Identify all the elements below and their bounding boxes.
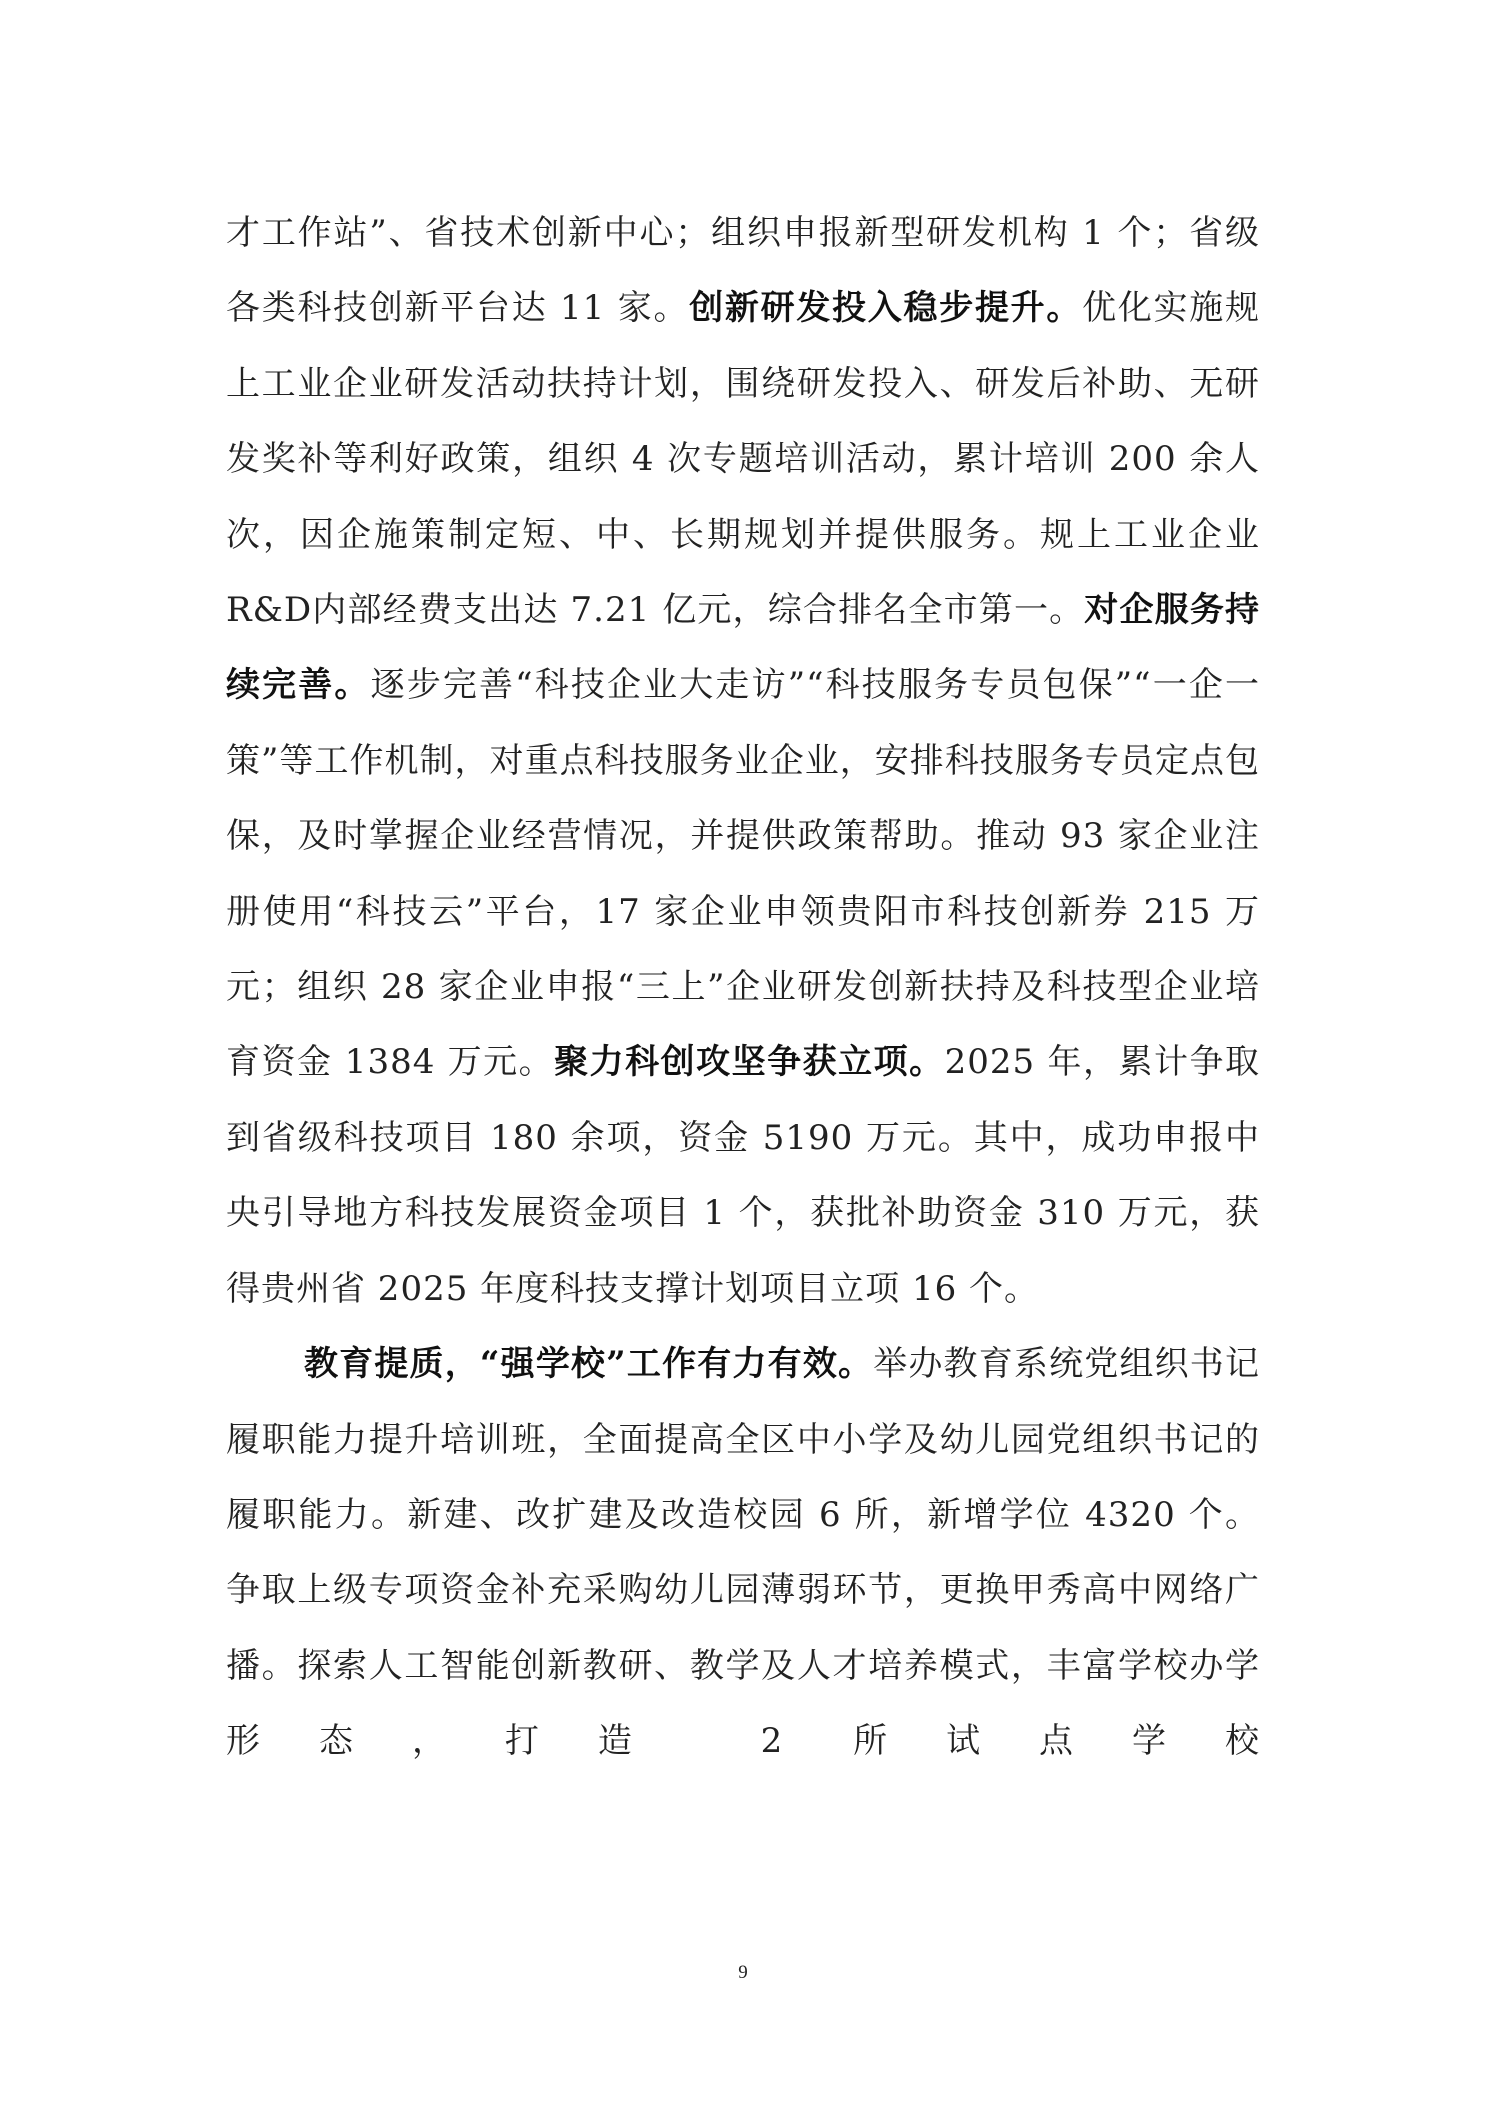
page-number: 9	[738, 1962, 748, 1983]
paragraph-education	[226, 1327, 1260, 1779]
bold-heading: 创新研发投入稳步提升。	[689, 288, 1083, 329]
text-run: 举办教育系统党组织书记履职能力提升培训班，全面提高全区中小学及幼儿园党组织书记的履职能力。新建、改扩建及改造校园 6 所，新增学位 4320 个。争取上级专项资金补充采购幼儿园薄弱环节，更换甲秀高中网络广播。探索人工智能创新教研、教学及人才培养模式，丰富学校办学形态，打造 2 所试点学校	[226, 1344, 1260, 1762]
text-run: 逐步完善“科技企业大走访”“科技服务专员包保”“一企一策”等工作机制，对重点科技服务业企业，安排科技服务专员定点包保，及时掌握企业经营情况，并提供政策帮助。推动 93 家企业注册使用“科技云”平台，17 家企业申领贵阳市科技创新券 215 万元；组织 28 家企业申报“三上”企业研发创新扶持及科技型企业培育资金 1384 万元。	[226, 665, 1260, 1083]
bold-heading: 对企服务持续完善。	[226, 590, 1260, 706]
paragraph-tech-innovation	[226, 196, 1260, 1327]
text-run: 2025 年，累计争取到省级科技项目 180 余项，资金 5190 万元。其中，成功申报中央引导地方科技发展资金项目 1 个，获批补助资金 310 万元，获得贵州省 2025 年度科技支撑计划项目立项 16 个。	[226, 1042, 1260, 1309]
text-run: 才工作站”、省技术创新中心；组织申报新型研发机构 1 个；省级各类科技创新平台达 11 家。	[226, 213, 1260, 329]
text-run: 优化实施规上工业企业研发活动扶持计划，围绕研发投入、研发后补助、无研发奖补等利好政策，组织 4 次专题培训活动，累计培训 200 余人次，因企施策制定短、中、长期规划并提供服务。规上工业企业R&D内部经费支出达 7.21 亿元，综合排名全市第一。	[226, 288, 1260, 631]
bold-heading: 教育提质，“强学校”工作有力有效。	[304, 1344, 874, 1385]
bold-heading: 聚力科创攻坚争获立项。	[554, 1042, 945, 1083]
body-text	[226, 196, 1260, 1780]
